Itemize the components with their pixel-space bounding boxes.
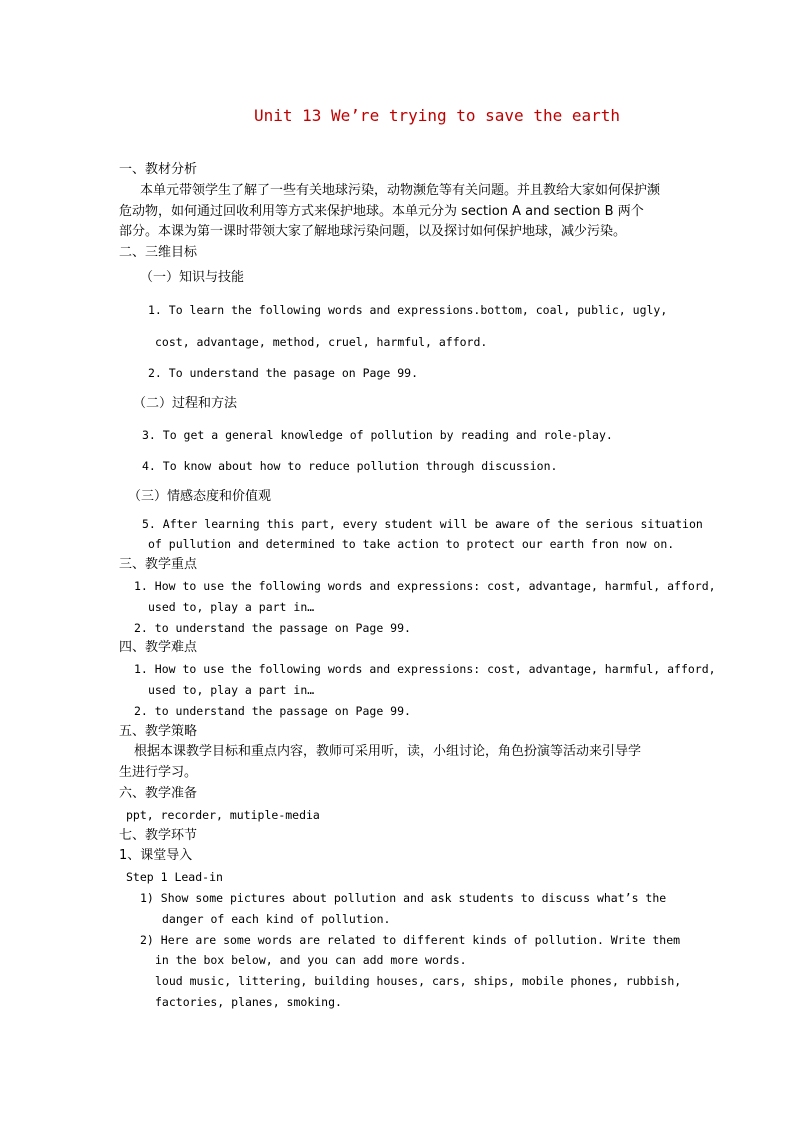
section-heading-4: 四、教学难点 <box>119 640 198 655</box>
paragraph-line: 危动物，如何通过回收利用等方式来保护地球。本单元分为 section A and section B 两个 <box>119 204 644 219</box>
step-label: Step 1 Lead-in <box>126 870 223 884</box>
section-heading-3: 三、教学重点 <box>119 557 198 572</box>
list-item: danger of each kind of pollution. <box>162 912 391 926</box>
paragraph-line: ppt, recorder, mutiple-media <box>126 808 320 822</box>
document-title: Unit 13 We’re trying to save the earth <box>253 106 621 125</box>
list-item: factories, planes, smoking. <box>155 995 342 1009</box>
section-heading-6: 六、教学准备 <box>119 786 198 801</box>
list-item: 1) Show some pictures about pollution and ask students to discuss what’s the <box>140 891 667 905</box>
objective-line: 3. To get a general knowledge of pollution by reading and role-play. <box>142 428 613 442</box>
objective-line: cost, advantage, method, cruel, harmful, afford. <box>155 335 488 349</box>
paragraph-line: 部分。本课为第一课时带领大家了解地球污染问题，以及探讨如何保护地球，减少污染。 <box>119 224 627 239</box>
section-heading-5: 五、教学策略 <box>119 724 198 739</box>
list-item: 1. How to use the following words and expressions: cost, advantage, harmful, afford, <box>134 579 716 593</box>
objective-line: 4. To know about how to reduce pollution through discussion. <box>142 459 558 473</box>
paragraph-line: 本单元带领学生了解了一些有关地球污染，动物濒危等有关问题。并且教给大家如何保护濒 <box>140 183 661 198</box>
list-item: 2) Here are some words are related to different kinds of pollution. Write them <box>140 933 681 947</box>
list-item: in the box below, and you can add more words. <box>155 953 467 967</box>
paragraph-line: 根据本课教学目标和重点内容，教师可采用听，读，小组讨论，角色扮演等活动来引导学 <box>134 744 642 759</box>
section-heading-2: 二、三维目标 <box>119 245 198 260</box>
objective-line: of pullution and determined to take action to protect our earth fron now on. <box>148 537 675 551</box>
objective-line: 5. After learning this part, every student will be aware of the serious situation <box>142 517 703 531</box>
subheading: 1、课堂导入 <box>119 848 193 863</box>
objective-line: 1. To learn the following words and expressions.bottom, coal, public, ugly, <box>148 303 668 317</box>
list-item: used to, play a part in… <box>148 600 315 614</box>
section-heading-7: 七、教学环节 <box>119 828 198 843</box>
list-item: used to, play a part in… <box>148 683 315 697</box>
objective-line: 2. To understand the pasage on Page 99. <box>148 366 419 380</box>
section-heading-1: 一、教材分析 <box>119 162 198 177</box>
list-item: 2. to understand the passage on Page 99. <box>134 704 411 718</box>
list-item: 2. to understand the passage on Page 99. <box>134 621 411 635</box>
subheading: （三）情感态度和价值观 <box>128 489 272 504</box>
subheading: （一）知识与技能 <box>140 270 245 285</box>
list-item: 1. How to use the following words and expressions: cost, advantage, harmful, afford, <box>134 662 716 676</box>
paragraph-line: 生进行学习。 <box>119 765 198 780</box>
list-item: loud music, littering, building houses, cars, ships, mobile phones, rubbish, <box>155 974 682 988</box>
subheading: （二）过程和方法 <box>133 396 238 411</box>
